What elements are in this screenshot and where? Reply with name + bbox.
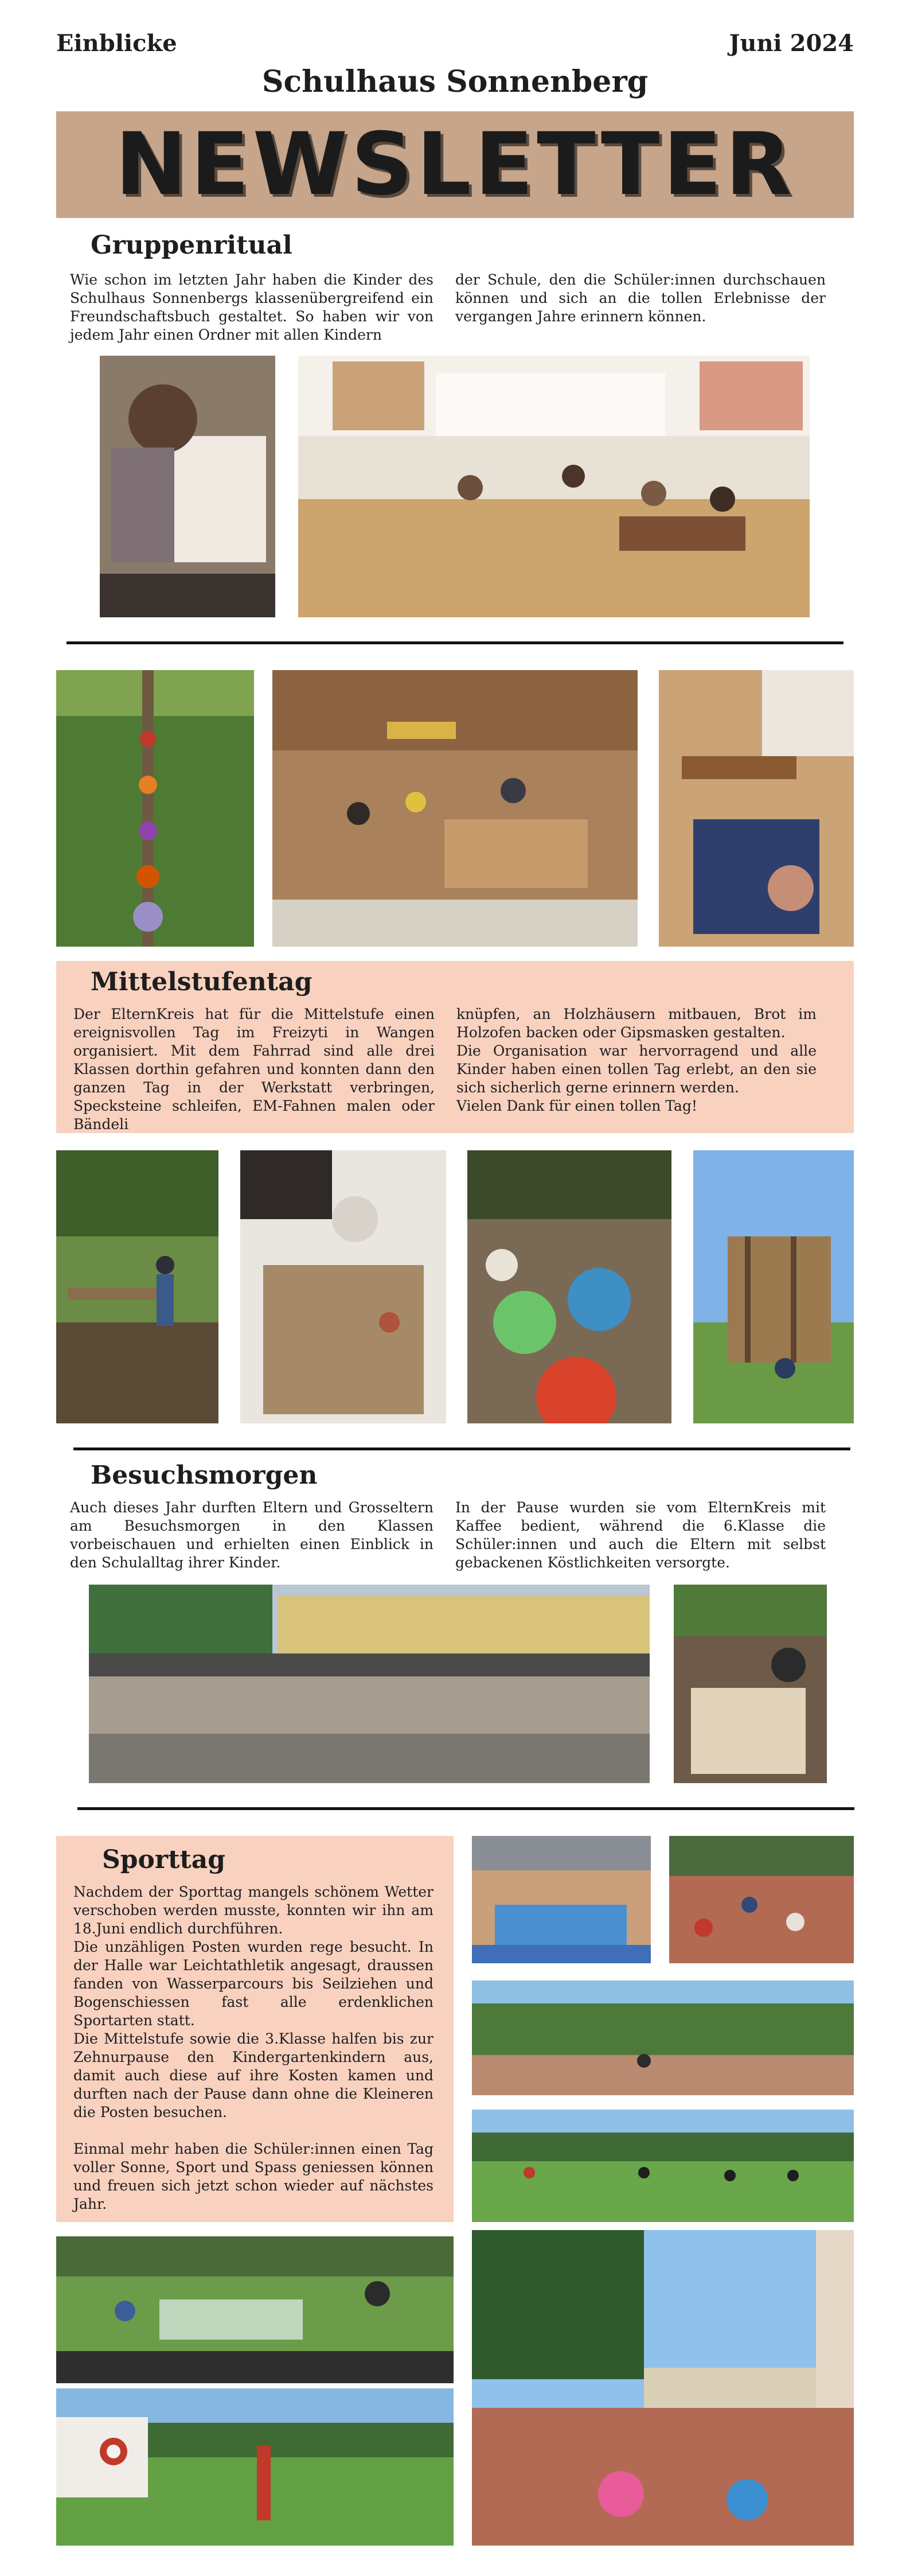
- photo-gym-water: [472, 1836, 651, 1963]
- mittelstufentag-col2-line3: Vielen Dank für einen tollen Tag!: [456, 1098, 697, 1114]
- photo-child-writing: [100, 356, 275, 617]
- newsletter-title: NEWSLETTER: [115, 115, 795, 215]
- gruppenritual-col1: Wie schon im letzten Jahr haben die Kinder des Schulhaus Sonnenbergs klassenübergreifend ein Freundschaftsbuch gestaltet. So haben wir von jedem Jahr einen Ordner mit allen Kindern: [70, 271, 433, 343]
- gruppenritual-col2: der Schule, den die Schüler:innen durchschauen können und sich an die tollen Erlebnisse der vergangen Jahre erinnern können.: [455, 271, 826, 325]
- photo-water-game: [472, 2230, 854, 2546]
- photo-classroom: [298, 356, 810, 617]
- photo-knotting: [659, 670, 854, 947]
- sporttag-paragraph-4: Einmal mehr haben die Schüler:innen einen Tag voller Sonne, Sport und Spass geniessen können und freuen sich jetzt schon wieder auf nächstes Jahr.: [73, 2141, 433, 2212]
- photo-archery-field: [472, 1980, 854, 2095]
- sporttag-paragraph-2: Die unzähligen Posten wurden rege besucht. In der Halle war Leichtathletik angesagt, draussen fanden von Wasserparcours bis Seilziehen und Bogenschiessen fast alle erdenklichen Sportarten statt.: [73, 1939, 433, 2029]
- mittelstufentag-col2: [456, 1005, 817, 1115]
- section-title-mittelstufentag: Mittelstufentag: [91, 967, 313, 997]
- photo-workshop: [272, 670, 638, 947]
- photo-wooden-house: [693, 1150, 854, 1423]
- section-title-sporttag: Sporttag: [102, 1845, 225, 1874]
- mittelstufentag-col2-line2: Die Organisation war hervorragend und alle Kinder haben einen tollen Tag erlebt, an den sie sich sicherlich gerne erinnern werden.: [456, 1042, 817, 1096]
- section-title-besuchsmorgen: Besuchsmorgen: [91, 1461, 318, 1490]
- photo-table-tennis: [56, 2236, 454, 2383]
- sporttag-paragraph-3: Die Mittelstufe sowie die 3.Klasse halfen bis zur Zehnurpause den Kindergartenkindern aus, damit auch diese auf ihre Kosten kamen und durften nach der Pause dann ohne die Kleineren die Posten besuchen.: [73, 2030, 433, 2120]
- photo-stone-grinding: [240, 1150, 446, 1423]
- besuchsmorgen-col1: Auch dieses Jahr durften Eltern und Grosseltern am Besuchsmorgen in den Klassen vorbeischauen und erhielten einen Einblick in den Schulalltag ihrer Kinder.: [70, 1499, 433, 1571]
- photo-court-kids: [669, 1836, 854, 1963]
- divider-1: [67, 641, 843, 644]
- photo-sawing: [56, 1150, 218, 1423]
- sporttag-paragraph-1: Nachdem der Sporttag mangels schönem Wetter verschoben werden musste, konnten wir ihn am 18.Juni endlich durchführen.: [73, 1884, 433, 1937]
- header-date: Juni 2024: [729, 30, 854, 57]
- besuchsmorgen-col2: In der Pause wurden sie vom ElternKreis mit Kaffee bedient, während die 6.Klasse die Schüler:innen und auch die Eltern mit selbst gebackenen Köstlichkeiten versorgte.: [455, 1499, 826, 1571]
- photo-archery-target: [56, 2388, 454, 2546]
- mittelstufentag-col1: Der ElternKreis hat für die Mittelstufe einen ereignisvollen Tag im Freizyti in Wangen organisiert. Mit dem Fahrrad sind alle drei Klassen dorthin gefahren und konnten dann den ganzen Tag in der Werkstatt verbringen, Specksteine schleifen, EM-Fahnen malen oder Bändeli: [73, 1006, 435, 1133]
- divider-2: [73, 1447, 850, 1450]
- mittelstufentag-col2-line1: knüpfen, an Holzhäusern mitbauen, Brot im Holzofen backen oder Gipsmasken gestalten.: [456, 1006, 817, 1041]
- sporttag-text: [73, 1883, 433, 2213]
- school-name: Schulhaus Sonnenberg: [261, 64, 649, 99]
- header-left: Einblicke: [56, 30, 177, 57]
- photo-schoolyard-visitors: [89, 1585, 650, 1783]
- section-title-gruppenritual: Gruppenritual: [91, 231, 292, 260]
- divider-3: [77, 1807, 854, 1810]
- photo-bowls: [467, 1150, 671, 1423]
- photo-tug-of-war: [472, 2110, 854, 2222]
- photo-masks-on-fence: [56, 670, 254, 947]
- photo-bake-sale: [674, 1585, 827, 1783]
